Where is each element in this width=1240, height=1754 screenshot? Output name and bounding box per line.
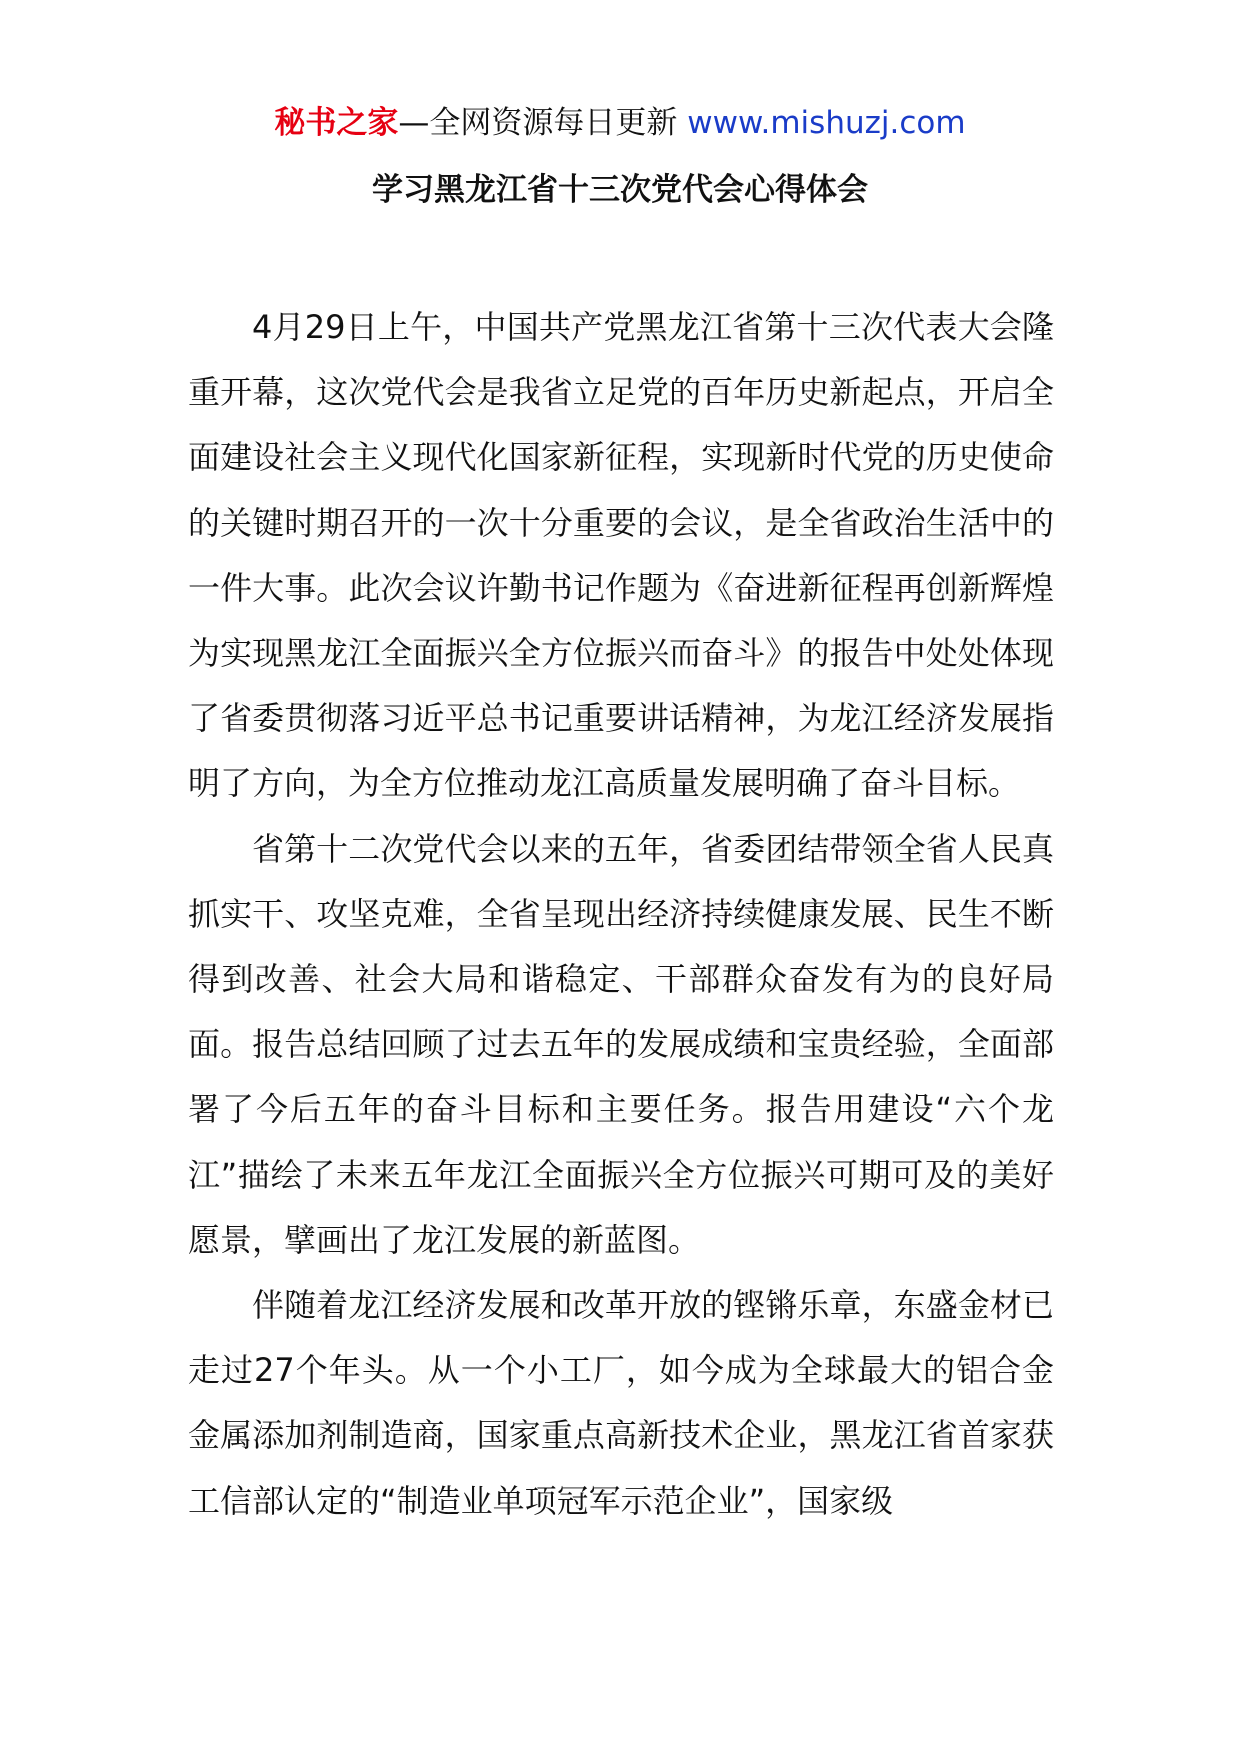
paragraph: 4月29日上午，中国共产党黑龙江省第十三次代表大会隆重开幕，这次党代会是我省立足党的百年历史新起点，开启全面建设社会主义现代化国家新征程，实现新时代党的历史使命的关键时期召开的一次十分重要的会议，是全省政治生活中的一件大事。此次会议许勤书记作题为《奋进新征程再创新辉煌 为实现黑龙江全面振兴全方位振兴而奋斗》的报告中处处体现了省委贯彻落习近平总书记重要讲话精神，为龙江经济发展指明了方向，为全方位推动龙江高质量发展明确了奋斗目标。 — [188, 308, 1054, 803]
paragraph: 省第十二次党代会以来的五年，省委团结带领全省人民真抓实干、攻坚克难，全省呈现出经济持续健康发展、民生不断得到改善、社会大局和谐稳定、干部群众奋发有为的良好局面。报告总结回顾了过去五年的发展成绩和宝贵经验，全面部署了今后五年的奋斗目标和主要任务。报告用建设“六个龙江”描绘了未来五年龙江全面振兴全方位振兴可期可及的美好愿景，擘画出了龙江发展的新蓝图。 — [188, 829, 1054, 1259]
document-title: 学习黑龙江省十三次党代会心得体会 — [372, 172, 868, 208]
brand-name: 秘书之家 — [274, 105, 399, 141]
header-tagline: —全网资源每日更新 — [398, 105, 688, 141]
site-url-link[interactable]: www.mishuzj.com — [687, 105, 966, 141]
document-body — [188, 295, 1054, 1534]
site-header — [0, 98, 1240, 148]
paragraph: 伴随着龙江经济发展和改革开放的铿锵乐章，东盛金材已走过27个年头。从一个小工厂，如今成为全球最大的铝合金金属添加剂制造商，国家重点高新技术企业，黑龙江省首家获工信部认定的“制造业单项冠军示范企业”，国家级 — [188, 1286, 1054, 1520]
